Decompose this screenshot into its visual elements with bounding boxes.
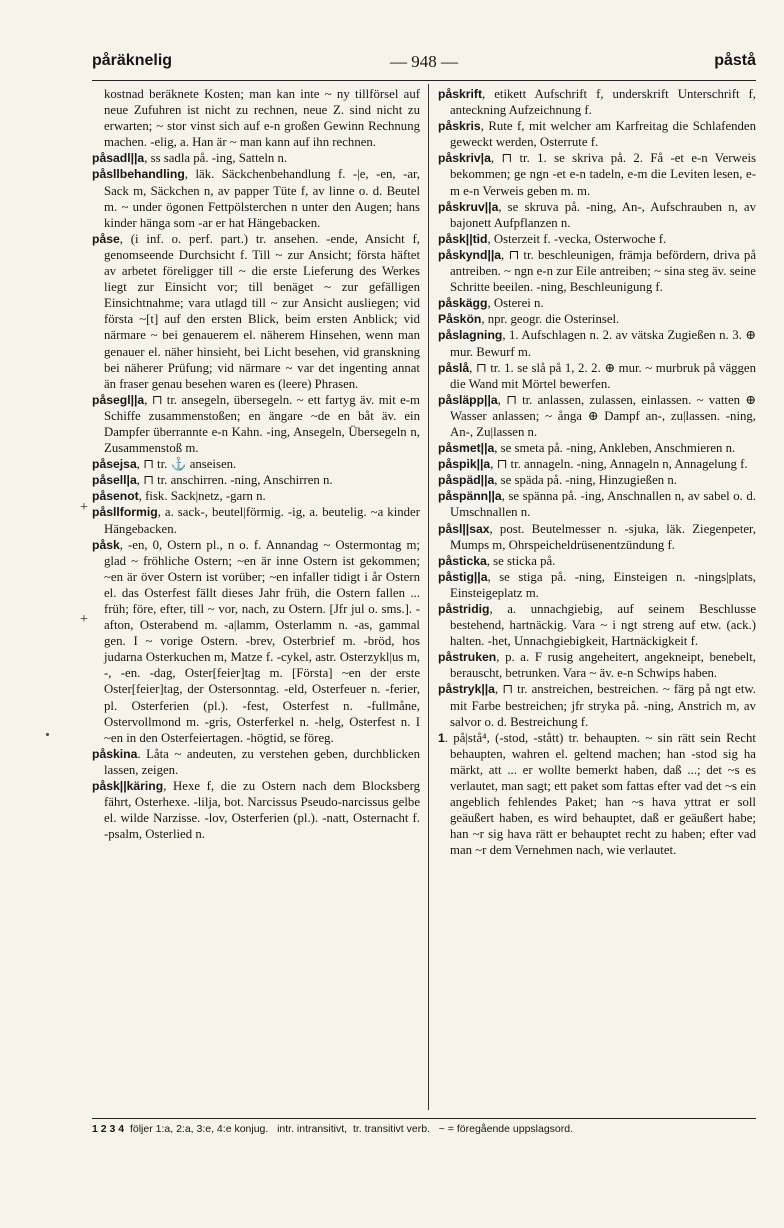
page-number: — 948 —: [390, 52, 458, 71]
dictionary-entry: påsllbehandling, läk. Säckchenbehandlung f. -|e, -en, -ar, Sack m, Säckchen n, av papper Tüte f, av linne o. d. Beutel m. ~ under ögonen Fettpölsterchen n unter den Augen; hans kinder hänga som -ar er hat Hängebacken.: [92, 167, 420, 230]
dictionary-entry: påskägg, Osterei n.: [438, 296, 544, 311]
dictionary-entry: påskruv||a, se skruva på. -ning, An-, Aufschrauben n, av bajonett Aufpflanzen n.: [438, 199, 756, 230]
margin-plus-mark: +: [80, 612, 88, 627]
dictionary-entry: påslagning, 1. Aufschlagen n. 2. av vätska Zugießen n. 3. ⊕ mur. Bewurf m.: [438, 328, 756, 359]
dictionary-entry: Påskön, npr. geogr. die Osterinsel.: [438, 312, 620, 327]
paper-speck: [46, 733, 49, 736]
dictionary-entry: påstridig, a. unnachgiebig, auf seinem Beschlusse bestehend, hartnäckig. Vara ~ i ngt streng auf etw. (ack.) halten. -het, Unnachgiebigkeit, Hartnäckigkeit f.: [438, 602, 756, 649]
dictionary-entry: påskris, Rute f, mit welcher am Karfreitag die Schlafenden geweckt werden, Osterrute f.: [438, 119, 756, 150]
dictionary-entry: påskina. Låta ~ andeuten, zu verstehen geben, durchblicken lassen, zeigen.: [92, 746, 420, 777]
dictionary-entry: påsk||tid, Osterzeit f. -vecka, Osterwoche f.: [438, 231, 667, 246]
dictionary-entry: påsl||sax, post. Beutelmesser n. -sjuka, läk. Ziegenpeter, Mumps m, Ohrspeicheldrüsenentzündung f.: [438, 521, 756, 552]
dictionary-entry: påstryk||a, ⊓ tr. anstreichen, bestreichen. ~ färg på ngt etw. mit Farbe bestreichen; jfr stryka på. -ning, Anstrich m, av salvor o. d. Bestreichung f.: [438, 682, 756, 729]
footer-intransitive-note: intr. intransitivt,: [277, 1123, 348, 1135]
dictionary-entry: 1. på|stå⁴, (-stod, -stått) tr. behaupten. ~ sin rätt sein Recht behaupten, wahren el. geltend machen; han -stod sig ha märkt, att ... er wollte bemerkt haben, daß ...; det ~s es verlautet, man sagt; ett paket som fattas efter vad det ~s ein angeblich fehlendes Paket; han ~s hava yttrat er soll geäußert haben, es wird behauptet, daß er geäußert habe; han ~r sig hava rätt er behauptet recht zu haben; efter vad man ~r dem Vernehmen nach, wie verlautet.: [438, 730, 756, 858]
dictionary-entry: påsegl||a, ⊓ tr. ansegeln, übersegeln. ~ ett fartyg äv. mit e-m Schiffe zusammenstoßen; en ängare ~de en båt äv. ein Dampfer überrannte e-n Kahn. -ing, Ansegeln, Übersegeln n, Zusammenstoß m.: [92, 392, 420, 456]
page-footer-legend: [92, 1118, 756, 1135]
dictionary-entry: påsllformig, a. sack-, beutel|förmig. -ig, a. beutelig. ~a kinder Hängebacken.: [92, 505, 420, 536]
dictionary-entry: påsadl||a, ss sadla på. -ing, Satteln n.: [92, 151, 288, 166]
dictionary-entry: påspäd||a, se späda på. -ning, Hinzugießen n.: [438, 473, 677, 488]
footer-conjugation-numbers: 1 2 3 4: [92, 1123, 125, 1135]
dictionary-entry: påstruken, p. a. F rusig angeheitert, angekneipt, benebelt, berauscht, betrunken. Vara ~ äv. e-n Schwips haben.: [438, 650, 756, 681]
footer-tilde-note: ~ = föregående uppslagsord.: [438, 1123, 574, 1135]
footer-transitive-note: tr. transitivt verb.: [352, 1123, 430, 1135]
right-column: [438, 86, 756, 1106]
dictionary-entry: påsenot, fisk. Sack|netz, -garn n.: [92, 489, 266, 504]
header-rule: [92, 80, 756, 81]
dictionary-entry: påsk||käring, Hexe f, die zu Ostern nach dem Blocksberg fährt, Osterhexe. -lilja, bot. Narcissus Pseudo-narcissus gelbe el. wilde Narzisse. -lov, Osterferien (pl.). -natt, Osternacht f. -psalm, Osterlied n.: [92, 779, 420, 842]
dictionary-entry: påstig||a, se stiga på. -ning, Einsteigen n. -nings|plats, Einsteigeplatz m.: [438, 569, 756, 600]
page-header: [92, 52, 756, 76]
dictionary-entry: påsell|a, ⊓ tr. anschirren. -ning, Anschirren n.: [92, 473, 333, 488]
dictionary-entry: påskrift, etikett Aufschrift f, underskrift Unterschrift f, anteckning Aufzeichnung f.: [438, 87, 756, 118]
dictionary-entry: påspik||a, ⊓ tr. annageln. -ning, Annageln n, Annagelung f.: [438, 457, 748, 472]
dictionary-entry: kostnad beräknete Kosten; man kan inte ~ ny tillförsel auf neue Zufuhren ist nicht zu rechnen, neue Z. sind nicht zu erwarten; ~ stor vinst sich auf e-n großen Gewinn Rechnung machen. -elig, a. Han är ~ man kann auf ihn rechnen.: [104, 87, 420, 150]
column-divider: [428, 84, 429, 1110]
margin-plus-mark: +: [80, 500, 88, 515]
dictionary-entry: påsmet||a, se smeta på. -ning, Ankleben, Anschmieren n.: [438, 441, 736, 456]
dictionary-entry: påsejsa, ⊓ tr. ⚓ anseisen.: [92, 457, 237, 472]
dictionary-entry: påskynd||a, ⊓ tr. beschleunigen, främja befördern, driva på antreiben. ~ ngn e-n zur Eile antreiben; ~ sina steg äv. seine Schritte beeilen. -ning, Beschleunigung f.: [438, 247, 756, 295]
footer-conjugation-note: följer 1:a, 2:a, 3:e, 4:e konjug.: [129, 1123, 269, 1135]
header-first-word: påräknelig: [92, 52, 173, 69]
dictionary-entry: påsläpp||a, ⊓ tr. anlassen, zulassen, einlassen. ~ vatten ⊕ Wasser anlassen; ~ ånga ⊕ Dampf an-, zu|lassen. -ning, An-, Zu|lassen n.: [438, 392, 756, 439]
dictionary-entry: påskriv|a, ⊓ tr. 1. se skriva på. 2. Få -et e-n Verweis bekommen; ge ngn -et e-n tadeln, e-m die Leviten lesen, e-m e-n Verweis geben m. m.: [438, 151, 756, 198]
dictionary-entry: påspänn||a, se spänna på. -ing, Anschnallen n, av sabel o. d. Umschnallen n.: [438, 489, 756, 520]
dictionary-entry: påslå, ⊓ tr. 1. se slå på 1, 2. 2. ⊕ mur. ~ murbruk på väggen die Wand mit Mörtel bewerfen.: [438, 360, 756, 391]
dictionary-entry: påsk, -en, 0, Ostern pl., n o. f. Annandag ~ Ostermontag m; glad ~ fröhliche Ostern; ~en är inne Ostern ist gekommen; ~en är över Ostern ist vorüber; ~en infaller tidigt i år Ostern el. das Osterfest fällt dieses Jahr früh, die Ostern fallen ... früh; före, efter, till ~ vor, nach, zu Ostern. [Jfr jul o. sms.]. -afton, Osterabend m. -a|lamm, Osterlamm n. -as, gammal gen. I ~ vorige Ostern. -brev, Osterbrief m. -bröd, hos judarna Osterkuchen m, Matze f. -cykel, astr. Osterzykl|us m, -, -en. -dag, Oster[feier]tag m. [Första] ~en der erste Oster[feier]tag, der Ostersonntag. -eld, Osterfeuer n. -ferier, pl. Osterferien (pl.). -fest, Osterfest n. -fullmåne, Ostervollmond m. -gris, Osterferkel n. -helg, Osterfest n. I ~en in den Osterfeiertagen. -högtid, se föreg.: [92, 537, 420, 745]
header-last-word: påstå: [714, 52, 756, 69]
dictionary-entry: påse, (i inf. o. perf. part.) tr. ansehen. -ende, Ansicht f, genomseende Durchsicht f. Till ~ zur Ansicht; första häftet av arbetet föreligger till ~ die erste Lieferung des Werkes liegt zur Einsicht vor; till benäget ~ zur gefälligen Einsichtnahme; vara utlagd till ~ zur Ansicht ausliegen; vid första ~[t] auf den ersten Blick, beim ersten Anblick; vid närmare ~ bei genauerem el. näherem Hinsehen, wenn man genauer el. näher hinsieht, bei Licht besehen, vid granskning bei näherer Prüfung; vid närmare ~ var det ingenting annat än fraser genau besehen waren es (leere) Phrasen.: [92, 231, 420, 391]
left-column: [92, 86, 420, 1106]
dictionary-entry: påsticka, se sticka på.: [438, 553, 556, 568]
